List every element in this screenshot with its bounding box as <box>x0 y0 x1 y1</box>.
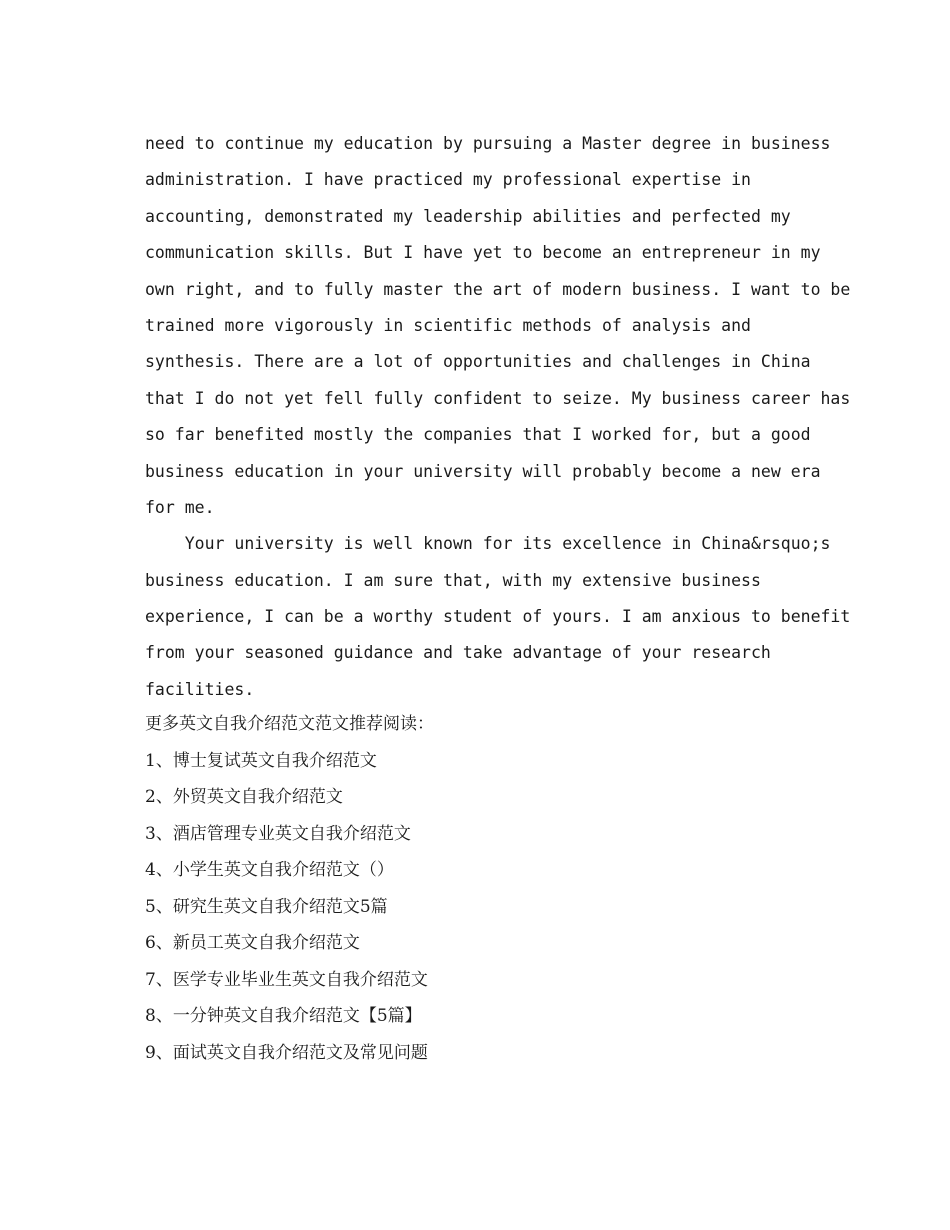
recommended-link-item[interactable]: 5、研究生英文自我介绍范文5篇 <box>145 896 388 917</box>
recommended-heading: 更多英文自我介绍范文范文推荐阅读： <box>145 714 434 734</box>
paragraph-2-line: business education. I am sure that, with my extensive business <box>145 570 761 590</box>
recommended-reading <box>145 706 825 1071</box>
recommended-link-item[interactable]: 9、面试英文自我介绍范文及常见问题 <box>145 1042 428 1063</box>
paragraph-1-line: synthesis. There are a lot of opportunities and challenges in China <box>145 352 811 372</box>
paragraph-1-line: for me. <box>145 497 215 517</box>
recommended-link-item[interactable]: 6、新员工英文自我介绍范文 <box>145 933 360 953</box>
paragraph-2-line: Your university is well known for its excellence in China&rsquo;s <box>145 534 831 554</box>
paragraph-1-line: so far benefited mostly the companies that I worked for, but a good <box>145 425 811 445</box>
paragraph-1-line: accounting, demonstrated my leadership abilities and perfected my <box>145 206 791 226</box>
essay-body <box>145 126 851 708</box>
recommended-link-item[interactable]: 1、博士复试英文自我介绍范文 <box>145 750 377 771</box>
paragraph-1-line: need to continue my education by pursuing a Master degree in business <box>145 134 831 153</box>
recommended-link-item[interactable]: 8、一分钟英文自我介绍范文【5篇】 <box>145 1006 422 1026</box>
recommended-link-item[interactable]: 2、外贸英文自我介绍范文 <box>145 787 343 807</box>
recommended-link-item[interactable]: 3、酒店管理专业英文自我介绍范文 <box>145 823 411 844</box>
paragraph-1-line: administration. I have practiced my professional expertise in <box>145 170 751 190</box>
paragraph-1-line: trained more vigorously in scientific methods of analysis and <box>145 315 751 335</box>
paragraph-1-line: own right, and to fully master the art of modern business. I want to be <box>145 279 851 299</box>
paragraph-1-line: communication skills. But I have yet to become an entrepreneur in my <box>145 243 821 263</box>
paragraph-2-line: facilities. <box>145 679 255 699</box>
paragraph-1-line: that I do not yet fell fully confident to seize. My business career has <box>145 388 851 408</box>
recommended-link-item[interactable]: 4、小学生英文自我介绍范文（） <box>145 860 394 880</box>
paragraph-2-line: from your seasoned guidance and take advantage of your research <box>145 643 771 663</box>
paragraph-2-line: experience, I can be a worthy student of yours. I am anxious to benefit <box>145 607 851 627</box>
paragraph-1-line: business education in your university will probably become a new era <box>145 461 821 481</box>
recommended-link-item[interactable]: 7、医学专业毕业生英文自我介绍范文 <box>145 969 428 990</box>
